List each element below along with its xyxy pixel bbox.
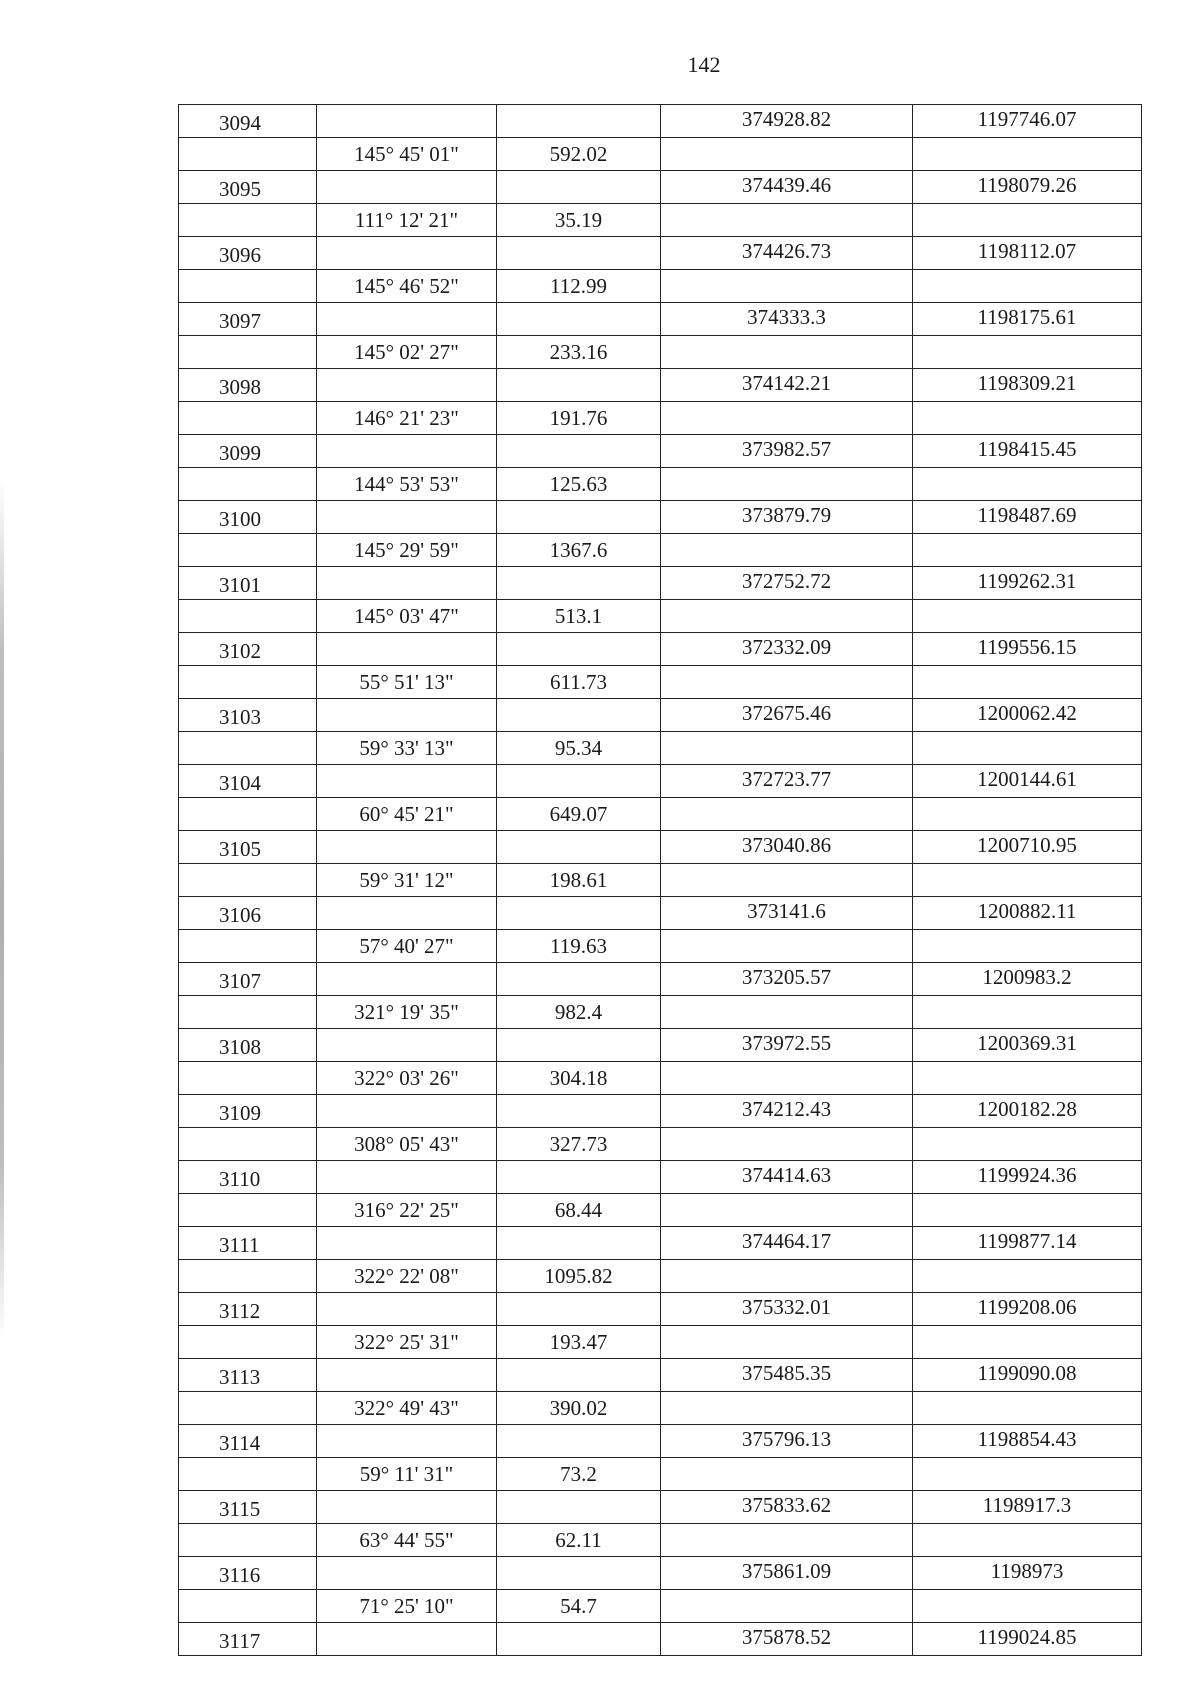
- bearing-value: 145° 45' 01": [317, 138, 497, 171]
- point-id: 3097: [179, 303, 317, 336]
- empty-cell: [497, 1095, 661, 1128]
- northing-value: 1200182.28: [913, 1095, 1142, 1128]
- easting-value: 374212.43: [661, 1095, 913, 1128]
- distance-value: 112.99: [497, 270, 661, 303]
- easting-value: 374414.63: [661, 1161, 913, 1194]
- bearing-value: 321° 19' 35": [317, 996, 497, 1029]
- table-row: [179, 732, 1142, 765]
- bearing-value: 322° 25' 31": [317, 1326, 497, 1359]
- empty-cell: [179, 798, 317, 831]
- bearing-value: 60° 45' 21": [317, 798, 497, 831]
- distance-value: 119.63: [497, 930, 661, 963]
- table-row: [179, 1392, 1142, 1425]
- empty-cell: [913, 336, 1142, 369]
- distance-value: 513.1: [497, 600, 661, 633]
- table-row: [179, 1128, 1142, 1161]
- table-row: [179, 1623, 1142, 1656]
- easting-value: 373982.57: [661, 435, 913, 468]
- empty-cell: [317, 1557, 497, 1590]
- point-id: 3109: [179, 1095, 317, 1128]
- empty-cell: [317, 105, 497, 138]
- table-row: [179, 501, 1142, 534]
- easting-value: 374928.82: [661, 105, 913, 138]
- bearing-value: 111° 12' 21": [317, 204, 497, 237]
- empty-cell: [913, 864, 1142, 897]
- easting-value: 375332.01: [661, 1293, 913, 1326]
- empty-cell: [497, 501, 661, 534]
- empty-cell: [913, 534, 1142, 567]
- empty-cell: [317, 1095, 497, 1128]
- empty-cell: [913, 1260, 1142, 1293]
- point-id: 3103: [179, 699, 317, 732]
- easting-value: 375796.13: [661, 1425, 913, 1458]
- distance-value: 611.73: [497, 666, 661, 699]
- bearing-value: 146° 21' 23": [317, 402, 497, 435]
- distance-value: 62.11: [497, 1524, 661, 1557]
- bearing-value: 144° 53' 53": [317, 468, 497, 501]
- easting-value: 372752.72: [661, 567, 913, 600]
- point-id: 3104: [179, 765, 317, 798]
- empty-cell: [317, 567, 497, 600]
- table-row: [179, 402, 1142, 435]
- table-row: [179, 105, 1142, 138]
- distance-value: 54.7: [497, 1590, 661, 1623]
- northing-value: 1199090.08: [913, 1359, 1142, 1392]
- table-row: [179, 204, 1142, 237]
- empty-cell: [317, 501, 497, 534]
- empty-cell: [179, 1524, 317, 1557]
- table-row: [179, 270, 1142, 303]
- northing-value: 1199877.14: [913, 1227, 1142, 1260]
- point-id: 3105: [179, 831, 317, 864]
- empty-cell: [317, 1161, 497, 1194]
- empty-cell: [661, 930, 913, 963]
- empty-cell: [317, 1623, 497, 1656]
- point-id: 3100: [179, 501, 317, 534]
- empty-cell: [179, 1392, 317, 1425]
- bearing-value: 145° 03' 47": [317, 600, 497, 633]
- empty-cell: [497, 303, 661, 336]
- easting-value: 374333.3: [661, 303, 913, 336]
- bearing-value: 57° 40' 27": [317, 930, 497, 963]
- empty-cell: [661, 996, 913, 1029]
- point-id: 3108: [179, 1029, 317, 1062]
- survey-coordinates-table: [178, 104, 1142, 1656]
- distance-value: 592.02: [497, 138, 661, 171]
- distance-value: 191.76: [497, 402, 661, 435]
- northing-value: 1199208.06: [913, 1293, 1142, 1326]
- bearing-value: 63° 44' 55": [317, 1524, 497, 1557]
- point-id: 3107: [179, 963, 317, 996]
- table-row: [179, 996, 1142, 1029]
- empty-cell: [661, 1458, 913, 1491]
- easting-value: 374426.73: [661, 237, 913, 270]
- point-id: 3111: [179, 1227, 317, 1260]
- empty-cell: [913, 1194, 1142, 1227]
- distance-value: 73.2: [497, 1458, 661, 1491]
- table-row: [179, 1029, 1142, 1062]
- empty-cell: [317, 633, 497, 666]
- empty-cell: [179, 1590, 317, 1623]
- point-id: 3101: [179, 567, 317, 600]
- table-row: [179, 633, 1142, 666]
- bearing-value: 308° 05' 43": [317, 1128, 497, 1161]
- distance-value: 1095.82: [497, 1260, 661, 1293]
- empty-cell: [179, 138, 317, 171]
- empty-cell: [179, 336, 317, 369]
- table-row: [179, 1425, 1142, 1458]
- empty-cell: [661, 534, 913, 567]
- empty-cell: [497, 369, 661, 402]
- table-body: [179, 105, 1142, 1656]
- page-number: 142: [687, 52, 721, 77]
- empty-cell: [179, 1128, 317, 1161]
- table-row: [179, 600, 1142, 633]
- table-row: [179, 1557, 1142, 1590]
- northing-value: 1198079.26: [913, 171, 1142, 204]
- point-id: 3099: [179, 435, 317, 468]
- empty-cell: [179, 468, 317, 501]
- empty-cell: [497, 1161, 661, 1194]
- empty-cell: [497, 633, 661, 666]
- empty-cell: [913, 1590, 1142, 1623]
- northing-value: 1198175.61: [913, 303, 1142, 336]
- empty-cell: [317, 171, 497, 204]
- empty-cell: [661, 1392, 913, 1425]
- point-id: 3106: [179, 897, 317, 930]
- empty-cell: [913, 1458, 1142, 1491]
- table-row: [179, 1062, 1142, 1095]
- empty-cell: [661, 666, 913, 699]
- easting-value: 373040.86: [661, 831, 913, 864]
- table-row: [179, 1260, 1142, 1293]
- table-row: [179, 699, 1142, 732]
- empty-cell: [179, 1458, 317, 1491]
- empty-cell: [913, 1392, 1142, 1425]
- table-row: [179, 435, 1142, 468]
- empty-cell: [497, 1293, 661, 1326]
- table-row: [179, 303, 1142, 336]
- empty-cell: [497, 1359, 661, 1392]
- table-row: [179, 1095, 1142, 1128]
- table-row: [179, 798, 1142, 831]
- easting-value: 373205.57: [661, 963, 913, 996]
- easting-value: 372332.09: [661, 633, 913, 666]
- empty-cell: [317, 897, 497, 930]
- northing-value: 1200062.42: [913, 699, 1142, 732]
- empty-cell: [317, 1029, 497, 1062]
- bearing-value: 145° 29' 59": [317, 534, 497, 567]
- point-id: 3113: [179, 1359, 317, 1392]
- empty-cell: [179, 534, 317, 567]
- empty-cell: [913, 1062, 1142, 1095]
- northing-value: 1199262.31: [913, 567, 1142, 600]
- point-id: 3116: [179, 1557, 317, 1590]
- table-row: [179, 369, 1142, 402]
- bearing-value: 145° 02' 27": [317, 336, 497, 369]
- empty-cell: [317, 369, 497, 402]
- table-row: [179, 1293, 1142, 1326]
- empty-cell: [179, 402, 317, 435]
- empty-cell: [317, 699, 497, 732]
- table-row: [179, 468, 1142, 501]
- point-id: 3115: [179, 1491, 317, 1524]
- table-row: [179, 1590, 1142, 1623]
- northing-value: 1199924.36: [913, 1161, 1142, 1194]
- empty-cell: [497, 171, 661, 204]
- northing-value: 1200882.11: [913, 897, 1142, 930]
- empty-cell: [913, 204, 1142, 237]
- bearing-value: 59° 33' 13": [317, 732, 497, 765]
- bearing-value: 71° 25' 10": [317, 1590, 497, 1623]
- empty-cell: [497, 1227, 661, 1260]
- northing-value: 1199556.15: [913, 633, 1142, 666]
- point-id: 3096: [179, 237, 317, 270]
- bearing-value: 322° 49' 43": [317, 1392, 497, 1425]
- empty-cell: [661, 1260, 913, 1293]
- empty-cell: [661, 1524, 913, 1557]
- northing-value: 1198973: [913, 1557, 1142, 1590]
- empty-cell: [179, 930, 317, 963]
- empty-cell: [661, 204, 913, 237]
- empty-cell: [913, 666, 1142, 699]
- empty-cell: [913, 798, 1142, 831]
- easting-value: 375833.62: [661, 1491, 913, 1524]
- easting-value: 373972.55: [661, 1029, 913, 1062]
- empty-cell: [497, 1491, 661, 1524]
- empty-cell: [661, 138, 913, 171]
- empty-cell: [497, 963, 661, 996]
- scan-shadow-edge: [0, 480, 4, 1340]
- empty-cell: [661, 732, 913, 765]
- empty-cell: [661, 1590, 913, 1623]
- table-row: [179, 1227, 1142, 1260]
- point-id: 3112: [179, 1293, 317, 1326]
- empty-cell: [913, 402, 1142, 435]
- empty-cell: [497, 897, 661, 930]
- empty-cell: [497, 1029, 661, 1062]
- empty-cell: [497, 765, 661, 798]
- empty-cell: [913, 732, 1142, 765]
- table-row: [179, 1326, 1142, 1359]
- table-row: [179, 567, 1142, 600]
- easting-value: 373879.79: [661, 501, 913, 534]
- bearing-value: 55° 51' 13": [317, 666, 497, 699]
- distance-value: 125.63: [497, 468, 661, 501]
- empty-cell: [661, 864, 913, 897]
- table-row: [179, 534, 1142, 567]
- northing-value: 1198309.21: [913, 369, 1142, 402]
- easting-value: 374464.17: [661, 1227, 913, 1260]
- empty-cell: [661, 1062, 913, 1095]
- bearing-value: 59° 31' 12": [317, 864, 497, 897]
- northing-value: 1198415.45: [913, 435, 1142, 468]
- table-row: [179, 1194, 1142, 1227]
- empty-cell: [179, 864, 317, 897]
- empty-cell: [661, 270, 913, 303]
- point-id: 3098: [179, 369, 317, 402]
- table-row: [179, 831, 1142, 864]
- point-id: 3094: [179, 105, 317, 138]
- distance-value: 1367.6: [497, 534, 661, 567]
- empty-cell: [317, 1227, 497, 1260]
- distance-value: 68.44: [497, 1194, 661, 1227]
- empty-cell: [179, 600, 317, 633]
- empty-cell: [317, 303, 497, 336]
- empty-cell: [179, 732, 317, 765]
- empty-cell: [661, 798, 913, 831]
- empty-cell: [179, 204, 317, 237]
- empty-cell: [497, 567, 661, 600]
- easting-value: 374142.21: [661, 369, 913, 402]
- empty-cell: [317, 1293, 497, 1326]
- empty-cell: [317, 963, 497, 996]
- northing-value: 1198917.3: [913, 1491, 1142, 1524]
- empty-cell: [317, 1425, 497, 1458]
- distance-value: 35.19: [497, 204, 661, 237]
- empty-cell: [497, 1425, 661, 1458]
- easting-value: 375485.35: [661, 1359, 913, 1392]
- empty-cell: [661, 402, 913, 435]
- empty-cell: [179, 666, 317, 699]
- empty-cell: [179, 270, 317, 303]
- empty-cell: [497, 435, 661, 468]
- empty-cell: [317, 435, 497, 468]
- empty-cell: [913, 1128, 1142, 1161]
- easting-value: 375861.09: [661, 1557, 913, 1590]
- bearing-value: 145° 46' 52": [317, 270, 497, 303]
- table-row: [179, 171, 1142, 204]
- empty-cell: [913, 1524, 1142, 1557]
- northing-value: 1200710.95: [913, 831, 1142, 864]
- table-row: [179, 1161, 1142, 1194]
- northing-value: 1200144.61: [913, 765, 1142, 798]
- northing-value: 1200983.2: [913, 963, 1142, 996]
- empty-cell: [317, 237, 497, 270]
- empty-cell: [497, 105, 661, 138]
- table-row: [179, 237, 1142, 270]
- distance-value: 390.02: [497, 1392, 661, 1425]
- point-id: 3095: [179, 171, 317, 204]
- empty-cell: [497, 1623, 661, 1656]
- northing-value: 1198112.07: [913, 237, 1142, 270]
- easting-value: 374439.46: [661, 171, 913, 204]
- empty-cell: [317, 1491, 497, 1524]
- empty-cell: [913, 138, 1142, 171]
- table-row: [179, 963, 1142, 996]
- empty-cell: [913, 270, 1142, 303]
- distance-value: 304.18: [497, 1062, 661, 1095]
- empty-cell: [913, 930, 1142, 963]
- bearing-value: 322° 22' 08": [317, 1260, 497, 1293]
- northing-value: 1198487.69: [913, 501, 1142, 534]
- table-row: [179, 864, 1142, 897]
- easting-value: 372675.46: [661, 699, 913, 732]
- distance-value: 95.34: [497, 732, 661, 765]
- empty-cell: [913, 1326, 1142, 1359]
- table-row: [179, 930, 1142, 963]
- empty-cell: [661, 1326, 913, 1359]
- empty-cell: [661, 1128, 913, 1161]
- empty-cell: [497, 1557, 661, 1590]
- point-id: 3110: [179, 1161, 317, 1194]
- distance-value: 233.16: [497, 336, 661, 369]
- empty-cell: [661, 600, 913, 633]
- empty-cell: [913, 468, 1142, 501]
- table-row: [179, 897, 1142, 930]
- empty-cell: [497, 237, 661, 270]
- empty-cell: [661, 336, 913, 369]
- distance-value: 327.73: [497, 1128, 661, 1161]
- empty-cell: [661, 468, 913, 501]
- distance-value: 649.07: [497, 798, 661, 831]
- empty-cell: [179, 1194, 317, 1227]
- northing-value: 1200369.31: [913, 1029, 1142, 1062]
- point-id: 3114: [179, 1425, 317, 1458]
- easting-value: 372723.77: [661, 765, 913, 798]
- empty-cell: [913, 600, 1142, 633]
- empty-cell: [317, 1359, 497, 1392]
- empty-cell: [497, 831, 661, 864]
- empty-cell: [179, 1260, 317, 1293]
- table-row: [179, 138, 1142, 171]
- table-row: [179, 666, 1142, 699]
- northing-value: 1199024.85: [913, 1623, 1142, 1656]
- empty-cell: [317, 765, 497, 798]
- empty-cell: [661, 1194, 913, 1227]
- empty-cell: [317, 831, 497, 864]
- empty-cell: [179, 1062, 317, 1095]
- northing-value: 1197746.07: [913, 105, 1142, 138]
- table-row: [179, 1458, 1142, 1491]
- table-row: [179, 765, 1142, 798]
- distance-value: 193.47: [497, 1326, 661, 1359]
- table-row: [179, 1359, 1142, 1392]
- distance-value: 198.61: [497, 864, 661, 897]
- point-id: 3102: [179, 633, 317, 666]
- easting-value: 375878.52: [661, 1623, 913, 1656]
- empty-cell: [913, 996, 1142, 1029]
- distance-value: 982.4: [497, 996, 661, 1029]
- empty-cell: [179, 996, 317, 1029]
- table-row: [179, 1524, 1142, 1557]
- bearing-value: 59° 11' 31": [317, 1458, 497, 1491]
- easting-value: 373141.6: [661, 897, 913, 930]
- point-id: 3117: [179, 1623, 317, 1656]
- table-row: [179, 336, 1142, 369]
- table-row: [179, 1491, 1142, 1524]
- empty-cell: [179, 1326, 317, 1359]
- bearing-value: 322° 03' 26": [317, 1062, 497, 1095]
- empty-cell: [497, 699, 661, 732]
- bearing-value: 316° 22' 25": [317, 1194, 497, 1227]
- northing-value: 1198854.43: [913, 1425, 1142, 1458]
